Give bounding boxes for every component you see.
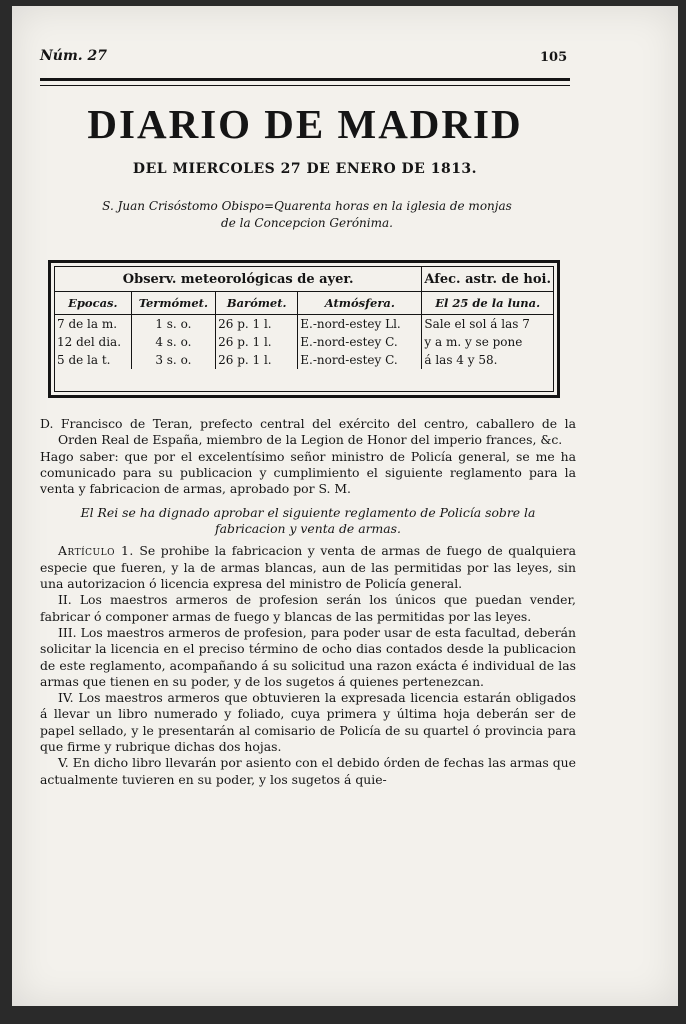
article-5: [40, 755, 576, 788]
weather-heading: Observ. meteorológicas de ayer.: [55, 267, 422, 292]
saint-of-day: [52, 198, 562, 232]
article-2: [40, 592, 576, 625]
atmos-cell: E.-nord-estey Ll.: [298, 315, 422, 334]
col-luna: El 25 de la luna.: [422, 292, 553, 315]
barom-cell: 26 p. 1 l.: [216, 315, 298, 334]
temp-cell: 4 s. o.: [131, 333, 216, 351]
article-3-label: III.: [58, 624, 77, 640]
epoca-cell: 5 de la t.: [57, 353, 111, 367]
article-1-text: Se prohibe la fabricacion y venta de armas de fuego de qualquiera especie que fueren, y la de armas blancas, aun de las permitidas por las leyes, sin una autorizacion ó licencia expresa del ministro de Policía general.: [40, 543, 576, 592]
article-5-text: En dicho libro llevarán por asiento con el debido órden de fechas las armas que actualmente tuvieren en su poder, y los sugetos á quie-: [40, 755, 576, 787]
astro-cell: á las 4 y 58.: [422, 351, 553, 369]
barom-cell: 26 p. 1 l.: [216, 333, 298, 351]
atmos-cell: E.-nord-estey C.: [298, 333, 422, 351]
article-4: [40, 690, 576, 755]
col-termometro: Termómet.: [131, 292, 216, 315]
article-1: [40, 543, 576, 592]
astro-cell: y a m. y se pone: [422, 333, 553, 351]
weather-table: [48, 260, 560, 398]
weather-row: [55, 351, 553, 369]
atmos-cell: E.-nord-estey C.: [298, 351, 422, 369]
article-5-label: V.: [58, 755, 69, 771]
page-number: 105: [540, 50, 568, 65]
hago-saber-paragraph: Hago saber: que por el excelentísimo señor ministro de Policía general, se me ha comunicado para su publicacion y cumplimiento el siguiente reglamento para la venta y fabricacion de armas, aprobado por S. M.: [40, 448, 576, 497]
col-atmosfera: Atmósfera.: [298, 292, 422, 315]
epoca-cell: 7 de la m.: [57, 317, 118, 331]
temp-cell: 3 s. o.: [131, 351, 216, 369]
article-3: [40, 625, 576, 690]
barom-cell: 26 p. 1 l.: [216, 351, 298, 369]
saint-line-2: de la Concepcion Gerónima.: [221, 216, 393, 230]
article-body: [40, 416, 576, 788]
temp-cell: 1 s. o.: [131, 315, 216, 334]
article-1-label: Artículo 1.: [58, 543, 134, 559]
issue-date: DEL MIERCOLES 27 DE ENERO DE 1813.: [132, 161, 478, 177]
astro-heading: Afec. astr. de hoi.: [422, 267, 553, 292]
article-4-label: IV.: [58, 690, 74, 706]
masthead-title: DIARIO DE MADRID: [87, 101, 523, 147]
top-rule: [40, 78, 570, 81]
article-4-text: Los maestros armeros que obtuvieren la expresada licencia estarán obligados á llevar un libro numerado y foliado, cuya primera y última hoja deberán ser de papel sellado, y le presentarán al comisario de Policía de su quartel ó provincia para que firme y rubrique dichas dos hojas.: [40, 690, 576, 755]
article-2-text: Los maestros armeros de profesion serán los únicos que puedan vender, fabricar ó componer armas de fuego y blancas de las permitidas por las leyes.: [40, 592, 576, 624]
top-rule-thin: [40, 85, 570, 86]
col-barometro: Barómet.: [216, 292, 298, 315]
article-2-label: II.: [58, 592, 72, 608]
issue-number: Núm. 27: [40, 48, 108, 64]
newspaper-page: [12, 6, 678, 1006]
weather-row: [55, 315, 553, 334]
astro-cell: Sale el sol á las 7: [422, 315, 553, 334]
weather-row: [55, 333, 553, 351]
decree-heading: El Rei se ha dignado aprobar el siguiente reglamento de Policía sobre la fabricacion y venta de armas.: [80, 505, 536, 537]
saint-line-1: S. Juan Crisóstomo Obispo=Quarenta horas en la iglesia de monjas: [102, 199, 512, 213]
col-epocas: Epocas.: [55, 292, 131, 315]
epoca-cell: 12 del dia.: [57, 335, 122, 349]
article-3-text: Los maestros armeros de profesion, para poder usar de esta facultad, deberán solicitar la licencia en el preciso término de ocho dias contados desde la publicacion de este reglamento, acompañando á su solicitud una razon exácta é individual de las armas que tienen en su poder, y de los sugetos á quienes pertenezcan.: [40, 624, 576, 689]
intro-paragraph: D. Francisco de Teran, prefecto central del exército del centro, caballero de la Orden Real de España, miembro de la Legion de Honor del imperio frances, &c.: [40, 416, 576, 448]
